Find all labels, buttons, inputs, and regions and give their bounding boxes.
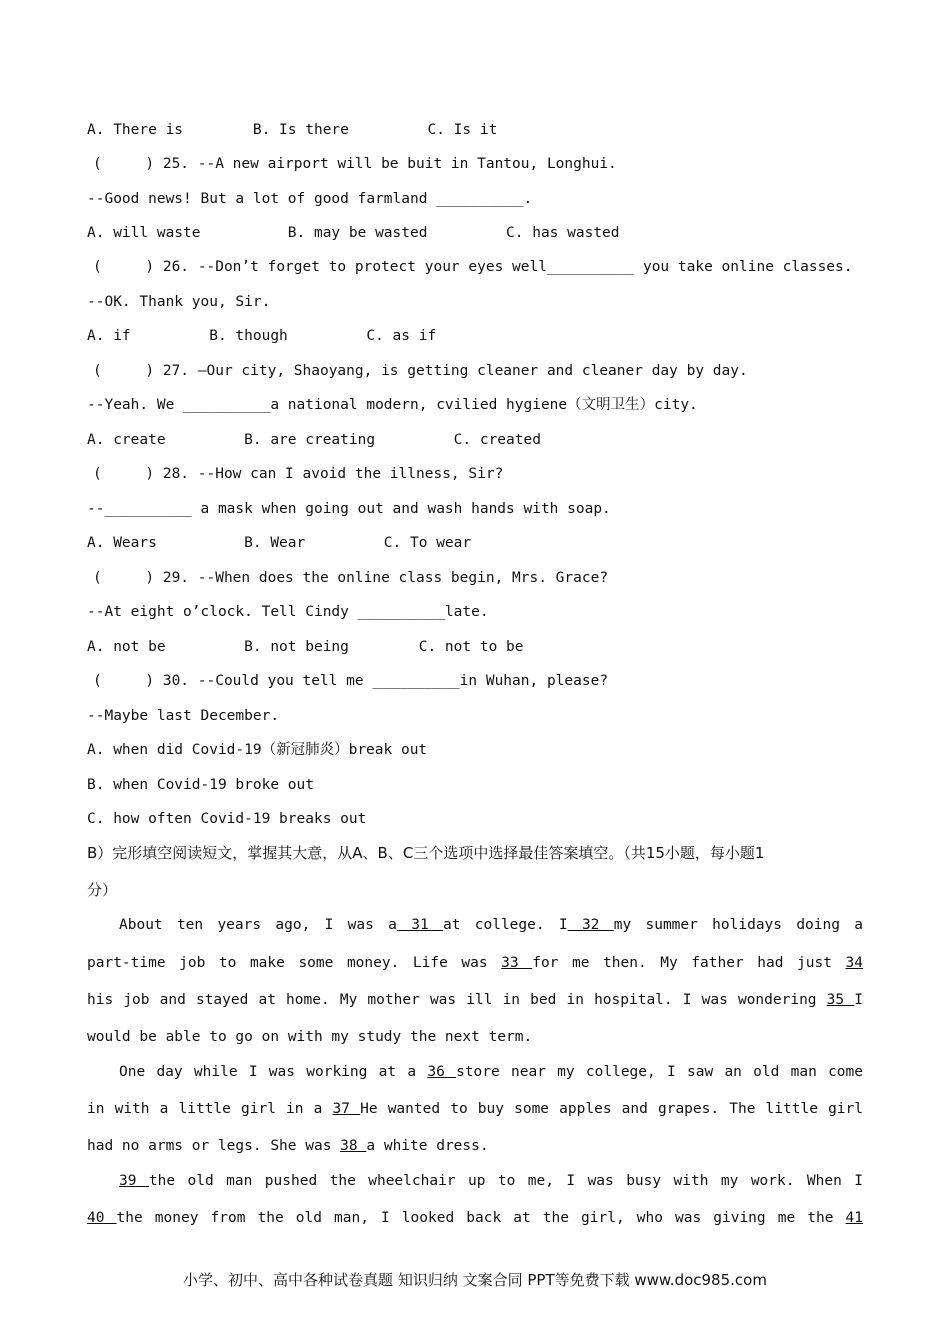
section-b-instruction-cont: 分） xyxy=(87,881,118,899)
blank-34: 34 xyxy=(845,955,863,971)
passage-line: in with a little girl in a 37 He wanted to buy some apples and grapes. The little girl xyxy=(87,1101,863,1117)
blank-38: 38 xyxy=(340,1138,367,1154)
blank-35: 35 xyxy=(826,992,855,1008)
option-line: A. if B. though C. as if xyxy=(87,328,437,344)
option-c: C. how often Covid-19 breaks out xyxy=(87,811,367,827)
blank-41: 41 xyxy=(845,1210,863,1226)
section-b-instruction: B）完形填空阅读短文，掌握其大意，从A、B、C三个选项中选择最佳答案填空。（共15小题，每小题1 xyxy=(87,844,765,862)
blank-39: 39 xyxy=(119,1173,149,1189)
answer-line: --Yeah. We __________a national modern, cvilied hygiene（文明卫生）city. xyxy=(87,397,698,413)
passage-line: part-time job to make some money. Life was 33 for me then. My father had just 34 xyxy=(87,955,863,971)
passage-line: About ten years ago, I was a 31 at college. I 32 my summer holidays doing a xyxy=(119,917,864,933)
blank-40: 40 xyxy=(87,1210,117,1226)
page-footer: 小学、初中、高中各种试卷真题 知识归纳 文案合同 PPT等免费下载 www.doc985.com xyxy=(183,1271,767,1289)
answer-line: --Maybe last December. xyxy=(87,708,280,724)
question-27: ( ) 27. –Our city, Shaoyang, is getting cleaner and cleaner day by day. xyxy=(93,363,748,379)
question-29: ( ) 29. --When does the online class begin, Mrs. Grace? xyxy=(93,570,609,586)
passage-line: 40 the money from the old man, I looked back at the girl, who was giving me the 41 xyxy=(87,1210,863,1226)
passage-line: his job and stayed at home. My mother was ill in bed in hospital. I was wondering 35 I xyxy=(87,992,863,1008)
answer-line: --At eight o’clock. Tell Cindy __________late. xyxy=(87,604,489,620)
question-30: ( ) 30. --Could you tell me __________in Wuhan, please? xyxy=(93,673,609,689)
answer-line: --__________ a mask when going out and wash hands with soap. xyxy=(87,501,611,517)
question-26: ( ) 26. --Don’t forget to protect your eyes well__________ you take online classes. xyxy=(93,259,853,275)
question-25: ( ) 25. --A new airport will be buit in Tantou, Longhui. xyxy=(93,156,617,172)
blank-31: 31 xyxy=(396,917,443,933)
question-28: ( ) 28. --How can I avoid the illness, Sir? xyxy=(93,466,504,482)
option-line: A. not be B. not being C. not to be xyxy=(87,639,524,655)
passage-line: would be able to go on with my study the next term. xyxy=(87,1029,533,1045)
passage-line: One day while I was working at a 36 store near my college, I saw an old man come xyxy=(119,1064,863,1080)
passage-line: 39 the old man pushed the wheelchair up to me, I was busy with my work. When I xyxy=(119,1173,863,1189)
passage-line: had no arms or legs. She was 38 a white dress. xyxy=(87,1138,489,1154)
answer-line: --Good news! But a lot of good farmland __________. xyxy=(87,191,533,207)
blank-32: 32 xyxy=(567,917,614,933)
option-line: A. Wears B. Wear C. To wear xyxy=(87,535,472,551)
option-line: A. will waste B. may be wasted C. has wasted xyxy=(87,225,620,241)
option-line: A. There is B. Is there C. Is it xyxy=(87,122,498,138)
option-b: B. when Covid-19 broke out xyxy=(87,777,314,793)
blank-37: 37 xyxy=(332,1101,361,1117)
option-a: A. when did Covid-19（新冠肺炎）break out xyxy=(87,742,428,758)
option-line: A. create B. are creating C. created xyxy=(87,432,541,448)
blank-36: 36 xyxy=(427,1064,457,1080)
answer-line: --OK. Thank you, Sir. xyxy=(87,294,271,310)
blank-33: 33 xyxy=(501,955,533,971)
